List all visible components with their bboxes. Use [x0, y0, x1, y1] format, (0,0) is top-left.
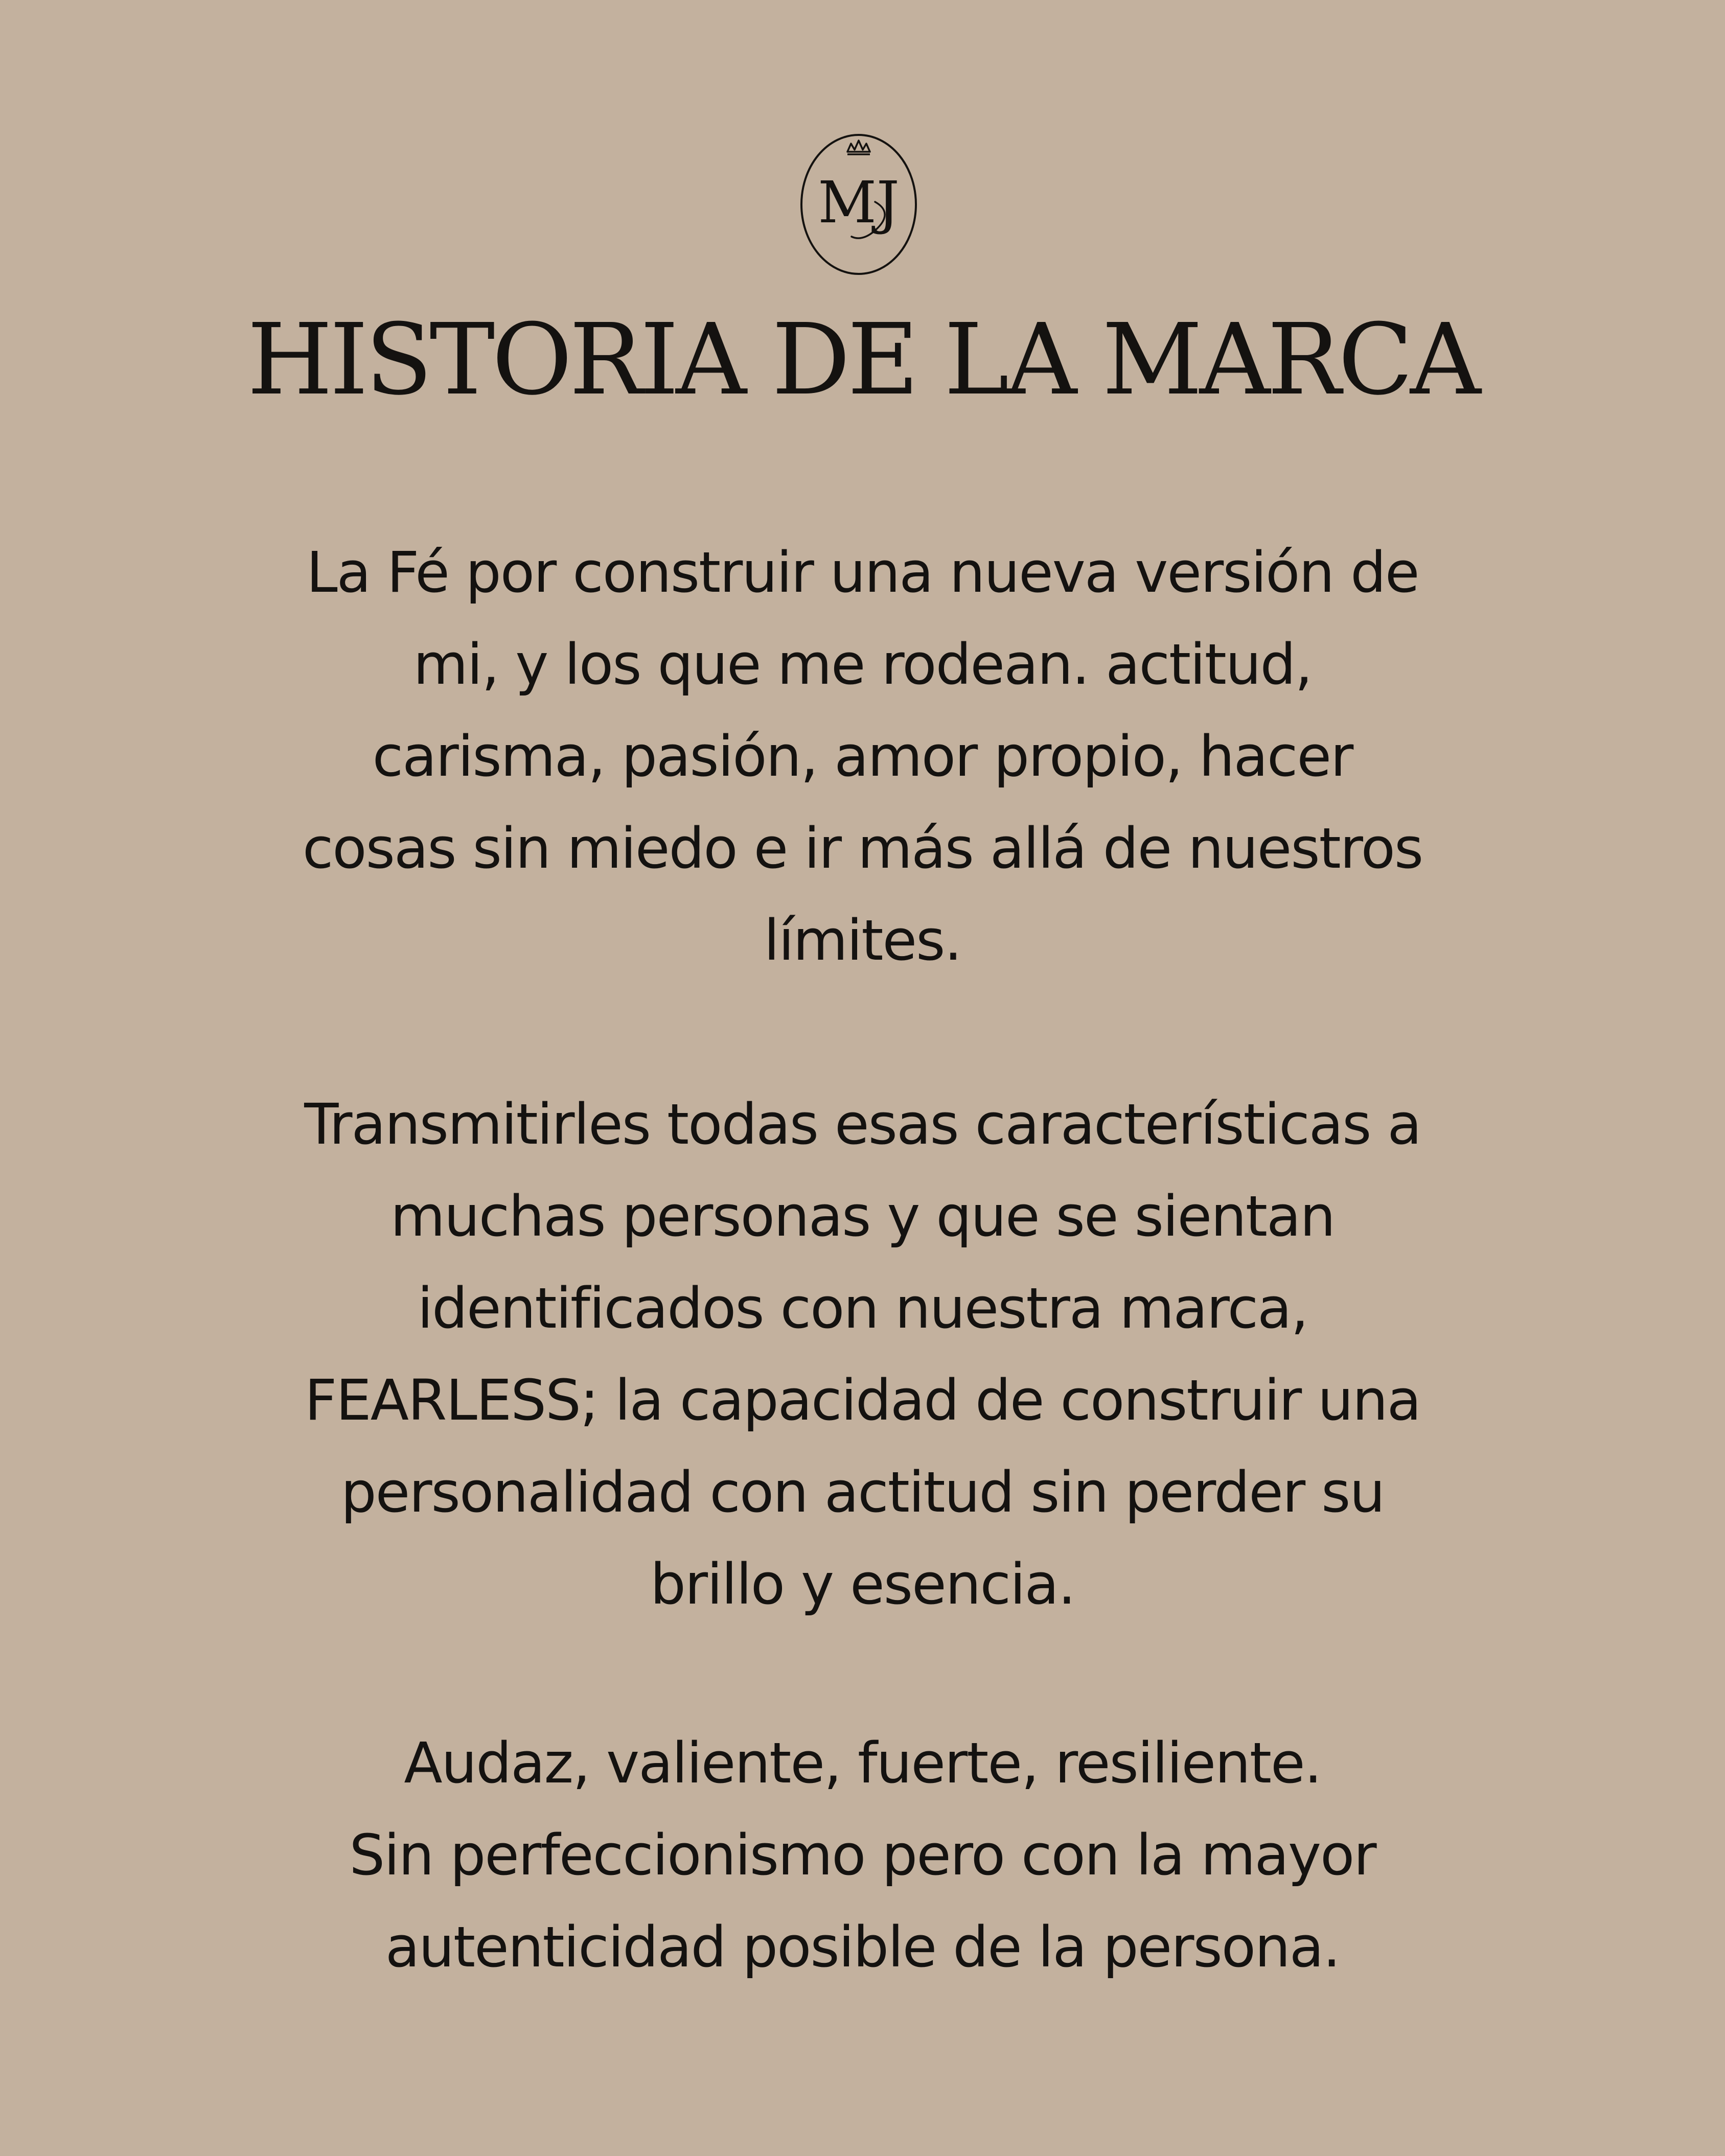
- paragraph-faith: [0, 526, 1725, 986]
- text-line: FEARLESS; la capacidad de construir una: [305, 1367, 1420, 1433]
- monogram-letters: MJ: [818, 170, 900, 236]
- text-line: personalidad con actitud sin perder su: [340, 1459, 1385, 1525]
- text-line: muchas personas y que se sientan: [390, 1184, 1335, 1249]
- text-line: Transmitirles todas esas características a: [304, 1092, 1421, 1157]
- brand-logo: [798, 130, 919, 279]
- text-line: autenticidad posible de la persona.: [385, 1914, 1340, 1980]
- text-line: cosas sin miedo e ir más allá de nuestros: [302, 816, 1423, 881]
- page-title: HISTORIA DE LA MARCA: [247, 303, 1478, 417]
- text-line: brillo y esencia.: [650, 1551, 1075, 1617]
- text-line: mi, y los que me rodean. actitud,: [413, 632, 1312, 697]
- text-line: identificados con nuestra marca,: [417, 1276, 1308, 1341]
- text-line: límites.: [764, 908, 961, 973]
- text-line: La Fé por construir una nueva versión de: [306, 540, 1419, 605]
- text-line: carisma, pasión, amor propio, hacer: [372, 724, 1353, 789]
- monogram-crown-icon: [798, 130, 919, 279]
- text-line: Sin perfeccionismo pero con la mayor: [349, 1822, 1376, 1888]
- text-line: Audaz, valiente, fuerte, resiliente.: [404, 1730, 1321, 1796]
- paragraph-mission: [0, 1078, 1725, 1630]
- paragraph-values: [0, 1717, 1725, 1993]
